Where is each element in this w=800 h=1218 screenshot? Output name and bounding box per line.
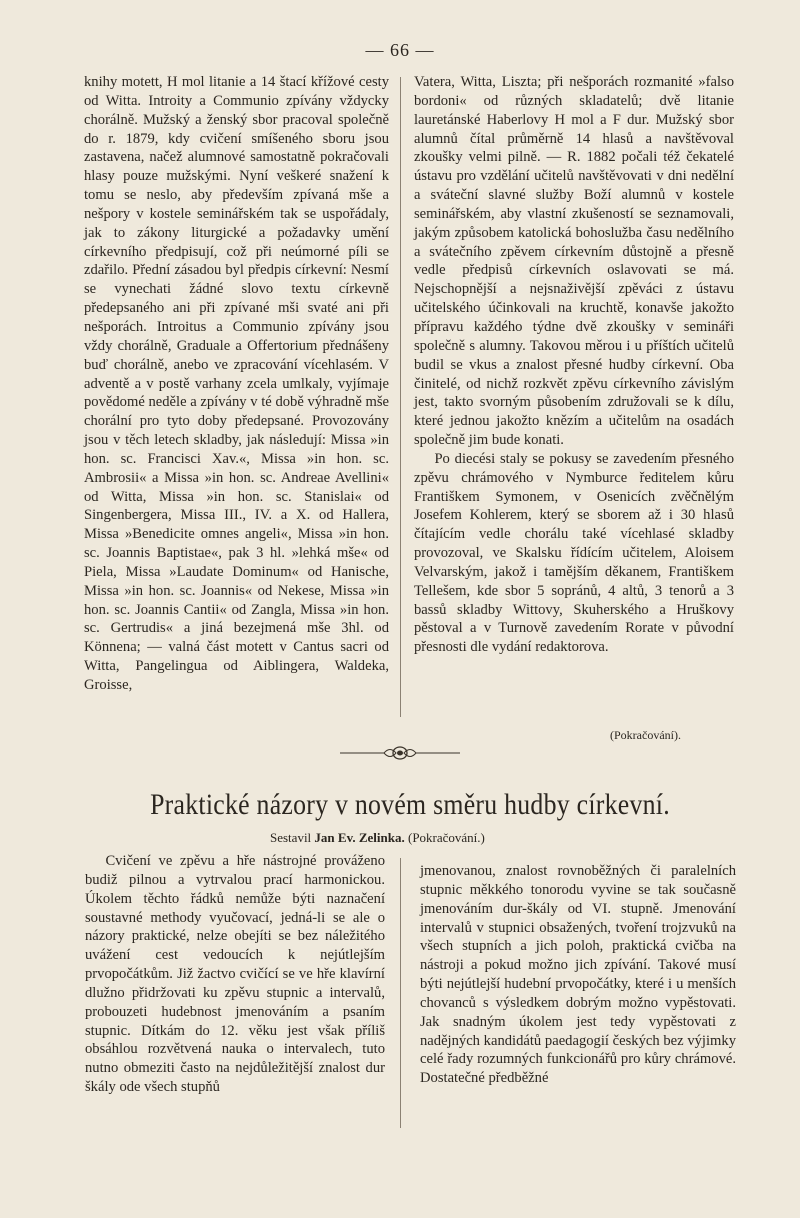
top-right-paragraph-1: Vatera, Witta, Liszta; při nešporách rozmanité »falso bordoni« od různých skladatelů; dvě litanie lauretánské Haberlovy H mol a F dur. Mužský sbor alumnů čítal průměrně 14 hlasů a navštěvoval zkoušky velmi pilně. — R. 1882 počali též čekatelé ústavu pro vzdělání učitelů navštěvovati v dni nedělní a sváteční slavné služby Boží alumnů v kostele seminářském, aby vlastní zkušeností se seznamovali, jakým způsobem katolická bohoslužba času nedělního a svátečního zpěvem církevním důstojně a přesně vedle předpisů církevních oslavovati se má. Nejschopnější a nejsnaživější zpěváci z ústavu učitelského účinkovali na kruchtě, konavše jakožto přípravu každého týdne dvě zkoušky v semináři společně s alumny. Takovou měrou i u příštích učitelů budil se vkus a znalost přesné hudby církevní. Oba činitelé, od nichž rozkvět zpěvu církevního závislým jest, takto svorným působením združovali se k dílu, které jednou jakožto knězím a učitelům na osadách společně jim bude konati. [414, 74, 734, 449]
bottom-left-paragraph: Cvičení ve zpěvu a hře nástrojné prováženo budiž pilnou a vytrvalou prací harmonickou. Úkolem těchto řádků nemůže býti naznačení soustavné methody vyučovací, jedná-li se ale o názory praktické, nelze obejíti se bez náležitého uvážení cest vedoucích k nejútlejším prvopočátkům. Již žactvo cvičící se ve hře klavírní dlužno přidržovati ku zpěvu stupnic a intervalů, probouzeti hudebnost jmenováním a psaním stupnic. Dítkám do 12. věku jest však příliš obsáhlou rozvětvená nauka o intervalech, tuto nutno obmeziti často na nejdůležitější znalost dur škály ode všech stupňů [85, 853, 385, 1096]
column-divider-top [400, 77, 401, 717]
bottom-right-column [420, 862, 736, 1088]
byline-suffix: (Pokračování.) [407, 830, 485, 845]
top-right-paragraph-2: Po diecési staly se pokusy se zavedením přesného zpěvu chrámového v Nymburce ředitelem kůru Františkem Symonem, v Osenicích zvěčnělým Josefem Kohlerem, který se sborem až i 30 hlasů čítajícím vedle chorálu také vícehlasé skladby provozoval, ve Skalsku řídícím učitelem, Aloisem Velvarským, jakož i tamějším děkanem, Františkem Tellešem, kde sbor 5 sopránů, 4 altů, 3 tenorů a 3 bassů skladby Wittovy, Skuherského a Hruškovy pěstoval a v Turnově zavedením Rorate v původní přesnosti dle vydání redaktorova. [414, 450, 734, 656]
article-title: Praktické názory v novém směru hudby církevní. [150, 788, 670, 821]
byline [270, 830, 485, 846]
top-right-column [414, 73, 734, 657]
bottom-left-column [85, 852, 385, 1097]
top-left-paragraph: knihy motett, H mol litanie a 14 štací křížové cesty od Witta. Introity a Communio zpívány vždycky chorálně. Mužský a ženský sbor pracoval společně do r. 1879, kdy cvičení smíšeného sboru jsou zastavena, načež alumnové samostatně pokračovali hlasy pouze mužskými. Nyní veškeré snažení k tomu se neslo, aby především zpívaná mše a nešpory v kostele seminářském tak se uspořádaly, jak to zákony liturgické a požadavky umění církevního předpisují, což při neúmorné píli se zdařilo. Přední zásadou byl předpis církevní: Nesmí se vynechati žádné slovo textu církevně předepsaného ani při zpívané mši svaté ani při nešporách. Introitus a Communio zpívány jsou vždy chorálně, Graduale a Offertorium přednášeny buď chorálně, anebo ve zpracování vícehlasém. V adventě a v postě varhany zcela umlkaly, vyjímaje povědomé neděle a zpívány v té době výhradně mše chorální pro tyto doby předepsané. Provozovány jsou v těch letech skladby, jak následují: Missa »in hon. sc. Francisci Xav.«, Missa »in hon. sc. Ambrosii« a Missa »in hon. sc. Andreae Avellini« od Witta, Missa »in hon. sc. Stanislai« od Singenbergera, Missa III., IV. a X. od Hallera, Missa »Benedicite omnes angeli«, Missa »in hon. sc. Joannis Baptistae«, pak 3 hl. »lehká mše« od Piela, Missa »Laudate Dominum« od Hanische, Missa »in hon. sc. Joannis« od Nekese, Missa »in hon. sc. Joannis Cantii« od Zangla, Missa »in hon. sc. Gertrudis« a jiná bezejmená mše 3hl. od Könnena; — valná část motett v Cantus sacri od Witta, Pangelingua od Aiblingera, Waldeka, Groisse, [84, 74, 389, 693]
byline-author: Jan Ev. Zelinka. [314, 830, 405, 845]
continued-note: (Pokračování). [610, 728, 681, 742]
ornament-divider [340, 744, 460, 762]
byline-prefix: Sestavil [270, 830, 312, 845]
column-divider-bottom [400, 858, 401, 1128]
bottom-right-paragraph: jmenovanou, znalost rovnoběžných či paralelních stupnic měkkého tonorodu vyvine se tak současně jmenováním dur-škály od VI. stupně. Jmenování intervalů v stupnici obsažených, tvoření trojzvuků na všech stupních a jich poloh, praktická cvičba na nástroji a pokud možno jich zpívání. Takové musí býti nejútlejší hudební prvopočátky, které i u menších chovanců s výsledkem dobrým možno vypěstovati. Jak snadným úkolem jest tedy vypěstovati z nadějných kandidátů paedagogií českých bez výjimky celé řady rozumných funkcionářů pro kůry chrámové. Dostatečné předběžné [420, 863, 736, 1087]
top-left-column [84, 73, 389, 695]
page-number: — 66 — [365, 40, 435, 60]
